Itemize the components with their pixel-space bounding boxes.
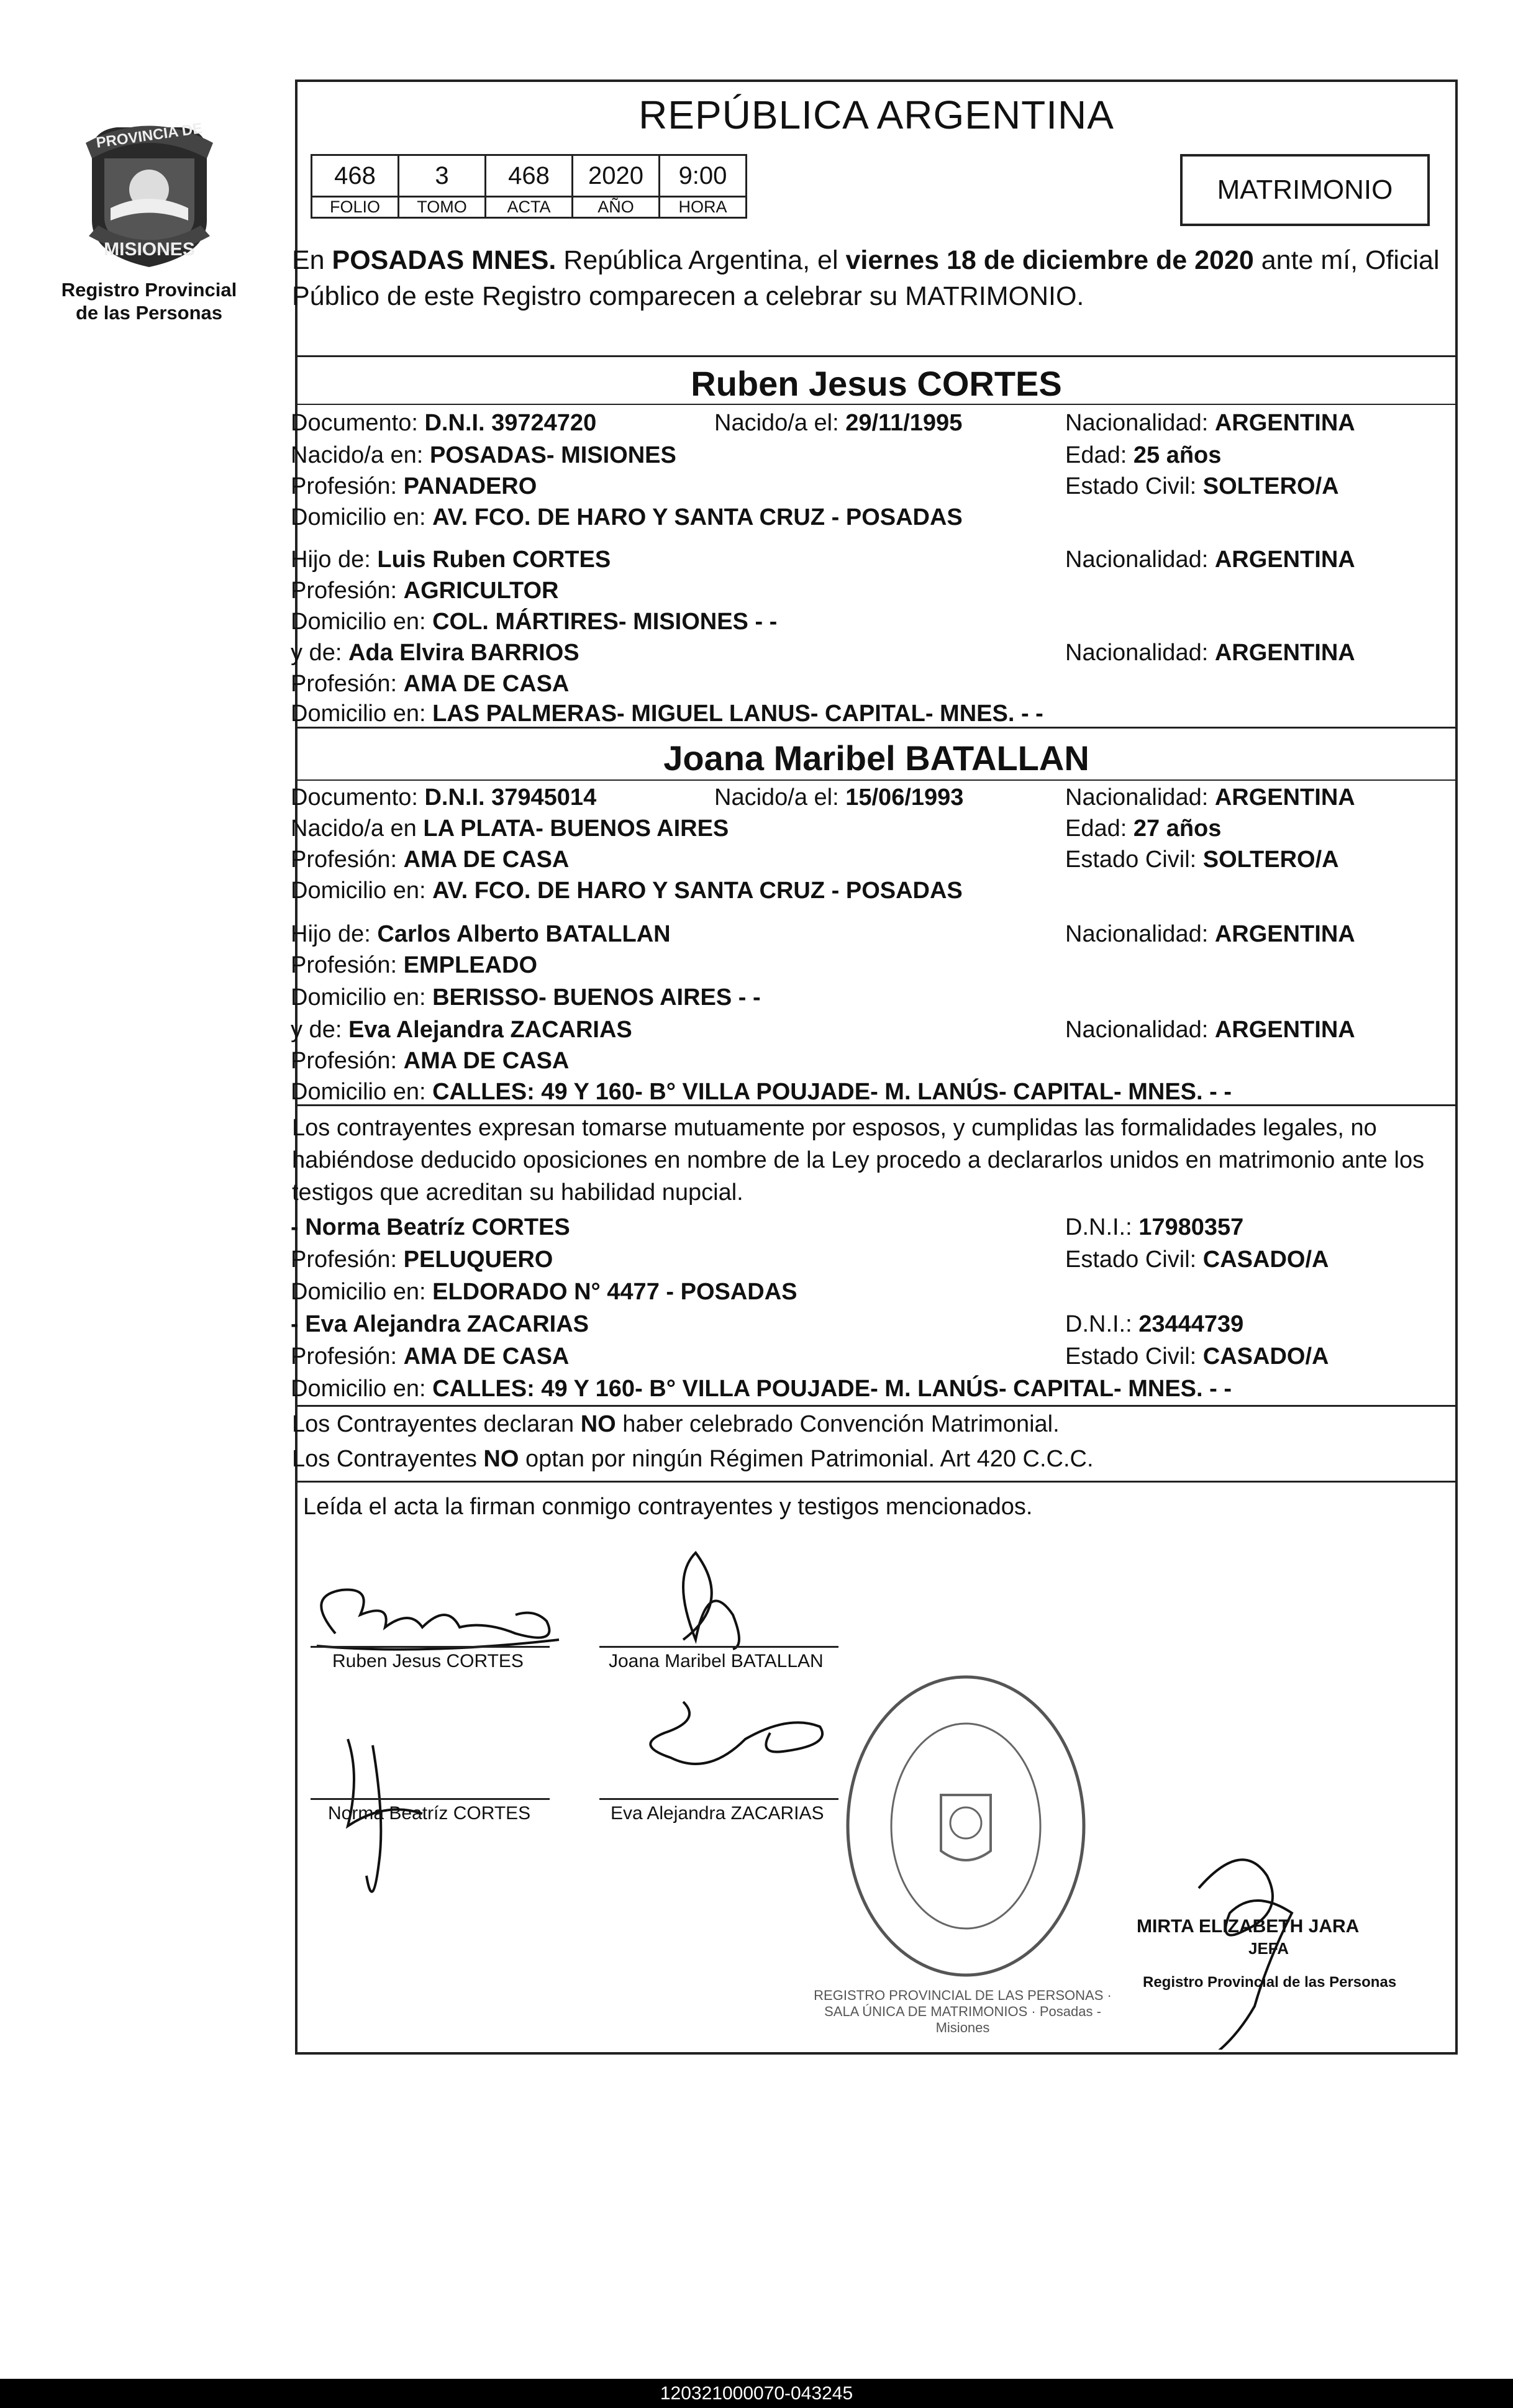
- spouse1-civil: [1065, 473, 1339, 500]
- divider-witnesses-bottom: [295, 1405, 1458, 1407]
- tomo-label: TOMO: [399, 197, 486, 218]
- witness2-name: [291, 1311, 589, 1338]
- spouse1-father-nat: [1065, 547, 1355, 573]
- folio-label: FOLIO: [312, 197, 399, 218]
- value: Carlos Alberto BATALLAN: [377, 921, 671, 947]
- signature-label-2: Joana Maribel BATALLAN: [609, 1651, 824, 1671]
- no: NO: [483, 1446, 519, 1472]
- label: Nacido/a el:: [714, 784, 839, 811]
- value: ARGENTINA: [1214, 410, 1355, 436]
- text: Los Contrayentes declaran: [292, 1411, 581, 1437]
- label: Edad:: [1065, 442, 1127, 468]
- label: y de:: [291, 1017, 342, 1043]
- spouse1-mother-prof: [291, 671, 569, 697]
- label: Edad:: [1065, 816, 1127, 842]
- logo-caption-line-2: de las Personas: [75, 302, 223, 324]
- signature-line-3: [311, 1798, 550, 1800]
- witness2-dom: [291, 1376, 1232, 1402]
- divider-conventions-bottom: [295, 1481, 1458, 1483]
- value: COL. MÁRTIRES- MISIONES - -: [432, 609, 778, 635]
- witness1-dom: [291, 1279, 797, 1306]
- text: optan por ningún Régimen Patrimonial. Art 420 C.C.C.: [519, 1446, 1094, 1472]
- label: Nacionalidad:: [1065, 410, 1209, 436]
- value: AMA DE CASA: [403, 1048, 570, 1074]
- spouse2-father-dom: [291, 984, 761, 1011]
- label: Domicilio en:: [291, 1279, 426, 1305]
- value: 27 años: [1133, 816, 1222, 842]
- spouse2-father-prof: [291, 952, 537, 979]
- label: Documento:: [291, 784, 418, 811]
- value: D.N.I. 37945014: [424, 784, 597, 811]
- hora-value: 9:00: [660, 155, 747, 197]
- signature-line-2: [599, 1646, 838, 1648]
- value: Luis Ruben CORTES: [377, 547, 611, 573]
- label: Domicilio en:: [291, 701, 426, 727]
- spouse1-mother-nat: [1065, 640, 1355, 666]
- label: Documento:: [291, 410, 418, 436]
- spouse1-born-in: [291, 442, 676, 469]
- intro-paragraph: [292, 242, 1466, 314]
- name-underline-1: [295, 404, 1458, 405]
- spouse2-mother-nat: [1065, 1017, 1355, 1043]
- signature-label-3: Norma Beatríz CORTES: [328, 1803, 531, 1824]
- label: Domicilio en:: [291, 504, 426, 530]
- spouse1-dom: [291, 504, 963, 531]
- signature-line-4: [599, 1798, 838, 1800]
- witness1-name: [291, 1214, 570, 1241]
- label: Nacido/a el:: [714, 410, 839, 436]
- intro-suffix: ante mí, Oficial Público de este Registro comparecen a celebrar su MATRIMONIO.: [292, 245, 1440, 311]
- logo-ring-top: PROVINCIA DE: [95, 120, 204, 152]
- spouse1-born-on: [714, 410, 962, 437]
- value: LAS PALMERAS- MIGUEL LANUS- CAPITAL- MNES. - -: [432, 701, 1043, 727]
- value: 23444739: [1138, 1311, 1244, 1337]
- spouse2-nat: [1065, 784, 1355, 811]
- spouse2-mother-prof: [291, 1048, 569, 1075]
- signature-2-stroke: [683, 1553, 739, 1649]
- value: SOLTERO/A: [1202, 473, 1339, 499]
- label: Profesión:: [291, 473, 398, 499]
- hora-label: HORA: [660, 197, 747, 218]
- label: y de:: [291, 640, 342, 666]
- label: Hijo de:: [291, 921, 371, 947]
- label: Domicilio en:: [291, 984, 426, 1011]
- acta-value: 468: [486, 155, 573, 197]
- witness2-civil: [1065, 1343, 1329, 1370]
- seal-legend: REGISTRO PROVINCIAL DE LAS PERSONAS · SALA ÚNICA DE MATRIMONIOS · Posadas - Misiones: [814, 1988, 1112, 2035]
- value: ARGENTINA: [1214, 784, 1355, 811]
- text: Los Contrayentes: [292, 1446, 484, 1472]
- intro-place: POSADAS MNES.: [332, 245, 557, 275]
- value: LA PLATA- BUENOS AIRES: [423, 816, 729, 842]
- no: NO: [580, 1411, 616, 1437]
- label: Domicilio en:: [291, 1376, 426, 1402]
- value: AV. FCO. DE HARO Y SANTA CRUZ - POSADAS: [432, 878, 963, 904]
- value: CASADO/A: [1202, 1343, 1329, 1370]
- value: CALLES: 49 Y 160- B° VILLA POUJADE- M. LANÚS- CAPITAL- MNES. - -: [432, 1376, 1232, 1402]
- witness1-dni: [1065, 1214, 1243, 1241]
- label: Nacionalidad:: [1065, 1017, 1209, 1043]
- signature-4-stroke: [650, 1702, 822, 1764]
- value: ARGENTINA: [1214, 921, 1355, 947]
- value: - Eva Alejandra ZACARIAS: [291, 1311, 589, 1337]
- label: Estado Civil:: [1065, 1343, 1197, 1370]
- act-type-box: MATRIMONIO: [1180, 154, 1430, 226]
- spouse2-dom: [291, 878, 963, 904]
- label: D.N.I.:: [1065, 1311, 1132, 1337]
- value: CASADO/A: [1202, 1247, 1329, 1273]
- value: AGRICULTOR: [403, 578, 559, 604]
- spouse1-father-prof: [291, 578, 558, 604]
- spouse2-age: [1065, 816, 1221, 842]
- label: Domicilio en:: [291, 878, 426, 904]
- label: Profesión:: [291, 578, 398, 604]
- value: EMPLEADO: [403, 952, 538, 978]
- spouse1-mother: [291, 640, 579, 666]
- registry-table: [311, 154, 747, 219]
- label: Domicilio en:: [291, 1079, 426, 1105]
- value: PANADERO: [403, 473, 537, 499]
- label: D.N.I.:: [1065, 1214, 1132, 1240]
- label: Nacionalidad:: [1065, 784, 1209, 811]
- intro-prefix: En: [292, 245, 332, 275]
- value: D.N.I. 39724720: [424, 410, 597, 436]
- logo-ring-bottom: MISIONES: [104, 239, 195, 260]
- divider-intro: [295, 355, 1458, 357]
- label: Profesión:: [291, 1343, 398, 1370]
- value: POSADAS- MISIONES: [429, 442, 676, 468]
- spouse1-name: Ruben Jesus CORTES: [691, 364, 1062, 403]
- spouse1-father-dom: [291, 609, 777, 635]
- official-office: Registro Provincial de las Personas: [1143, 1974, 1397, 1991]
- value: 17980357: [1138, 1214, 1244, 1240]
- value: PELUQUERO: [403, 1247, 553, 1273]
- spouse2-born-in: [291, 816, 729, 842]
- signature-label-4: Eva Alejandra ZACARIAS: [611, 1803, 824, 1824]
- witness2-dni: [1065, 1311, 1243, 1338]
- convention-line-2: [292, 1446, 1094, 1473]
- label: Estado Civil:: [1065, 1247, 1197, 1273]
- label: Estado Civil:: [1065, 847, 1197, 873]
- value: CALLES: 49 Y 160- B° VILLA POUJADE- M. LANÚS- CAPITAL- MNES. - -: [432, 1079, 1232, 1105]
- spouse1-nat: [1065, 410, 1355, 437]
- anio-label: AÑO: [573, 197, 660, 218]
- label: Nacido/a en:: [291, 442, 424, 468]
- label: Nacido/a en: [291, 816, 417, 842]
- convention-line-1: [292, 1411, 1060, 1438]
- label: Profesión:: [291, 671, 398, 697]
- page-title: REPÚBLICA ARGENTINA: [638, 93, 1114, 137]
- spouse1-father: [291, 547, 611, 573]
- value: AMA DE CASA: [403, 671, 570, 697]
- value: ARGENTINA: [1214, 547, 1355, 573]
- witness2-prof: [291, 1343, 569, 1370]
- declaration-paragraph: Los contrayentes expresan tomarse mutuamente por esposos, y cumplidas las formalidades legales, no habiéndose deducido oposiciones en nombre de la Ley procedo a declararlos unidos en matrimonio ante los testigos que acreditan su habilidad nupcial.: [292, 1115, 1425, 1206]
- footer-barcode-number: 120321000070-043245: [0, 2379, 1513, 2408]
- value: ARGENTINA: [1214, 640, 1355, 666]
- official-seal: [842, 1671, 1090, 1981]
- value: Eva Alejandra ZACARIAS: [348, 1017, 632, 1043]
- value: AMA DE CASA: [403, 847, 570, 873]
- spouse1-prof: [291, 473, 537, 500]
- spouse2-name: Joana Maribel BATALLAN: [663, 738, 1089, 778]
- closing-text: Leída el acta la firman conmigo contrayentes y testigos mencionados.: [303, 1494, 1033, 1520]
- witness1-civil: [1065, 1247, 1329, 1273]
- anio-value: 2020: [573, 155, 660, 197]
- value: Ada Elvira BARRIOS: [348, 640, 579, 666]
- value: AV. FCO. DE HARO Y SANTA CRUZ - POSADAS: [432, 504, 963, 530]
- tomo-value: 3: [399, 155, 486, 197]
- label: Hijo de:: [291, 547, 371, 573]
- spouse2-doc: [291, 784, 596, 811]
- label: Profesión:: [291, 1048, 398, 1074]
- text: haber celebrado Convención Matrimonial.: [616, 1411, 1060, 1437]
- label: Estado Civil:: [1065, 473, 1197, 499]
- spouse1-mother-dom: [291, 701, 1043, 727]
- label: Nacionalidad:: [1065, 921, 1209, 947]
- folio-value: 468: [312, 155, 399, 197]
- intro-date: viernes 18 de diciembre de 2020: [845, 245, 1254, 275]
- signature-label-1: Ruben Jesus CORTES: [332, 1651, 524, 1671]
- spouse2-prof: [291, 847, 569, 873]
- label: Profesión:: [291, 952, 398, 978]
- signature-1-underline: [317, 1640, 559, 1650]
- value: ARGENTINA: [1214, 1017, 1355, 1043]
- intro-mid: República Argentina, el: [556, 245, 846, 275]
- signature-1-stroke: [321, 1590, 549, 1638]
- value: BERISSO- BUENOS AIRES - -: [432, 984, 761, 1011]
- label: Profesión:: [291, 847, 398, 873]
- official-role: JEFA: [1248, 1939, 1289, 1958]
- spouse2-father-nat: [1065, 921, 1355, 948]
- spouse1-age: [1065, 442, 1221, 469]
- value: 15/06/1993: [845, 784, 964, 811]
- label: Nacionalidad:: [1065, 547, 1209, 573]
- value: AMA DE CASA: [403, 1343, 570, 1370]
- witness1-prof: [291, 1247, 553, 1273]
- value: - Norma Beatríz CORTES: [291, 1214, 570, 1240]
- name-underline-2: [295, 779, 1458, 781]
- spouse1-doc: [291, 410, 596, 437]
- official-name: MIRTA ELIZABETH JARA: [1137, 1916, 1360, 1937]
- spouse2-father: [291, 921, 671, 948]
- value: ELDORADO N° 4477 - POSADAS: [432, 1279, 797, 1305]
- logo-caption-line-1: Registro Provincial: [61, 279, 237, 301]
- acta-label: ACTA: [486, 197, 573, 218]
- value: SOLTERO/A: [1202, 847, 1339, 873]
- signature-line-1: [311, 1646, 550, 1648]
- value: 25 años: [1133, 442, 1222, 468]
- value: 29/11/1995: [845, 410, 963, 436]
- spouse2-mother-dom: [291, 1079, 1232, 1106]
- label: Domicilio en:: [291, 609, 426, 635]
- label: Nacionalidad:: [1065, 640, 1209, 666]
- spouse2-born-on: [714, 784, 963, 811]
- spouse2-mother: [291, 1017, 632, 1043]
- logo-caption: [43, 278, 255, 324]
- spouse2-civil: [1065, 847, 1339, 873]
- label: Profesión:: [291, 1247, 398, 1273]
